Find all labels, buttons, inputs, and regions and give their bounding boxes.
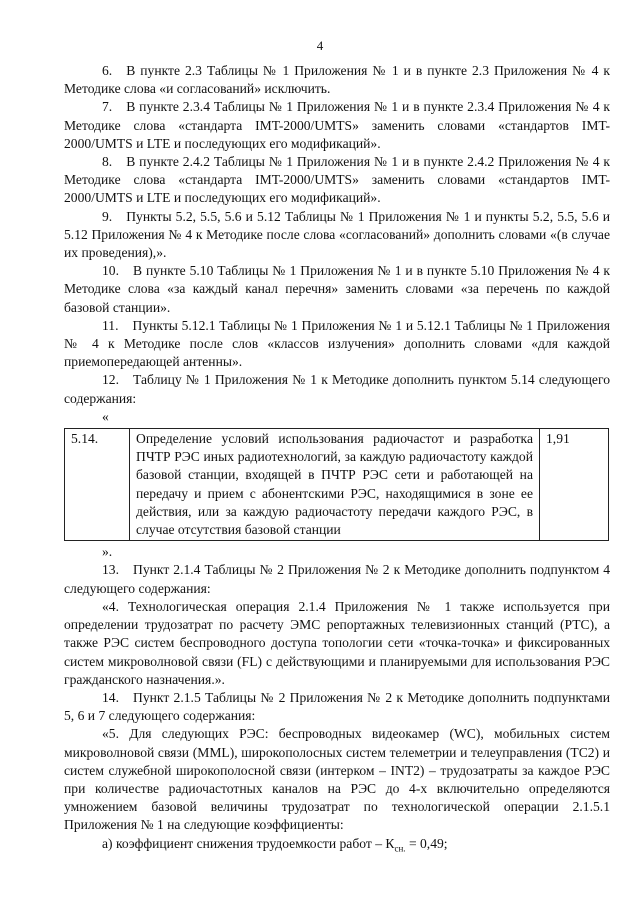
paragraph-6 bbox=[64, 62, 610, 98]
table-cell-value: 1,91 bbox=[540, 429, 609, 541]
paragraph-text: В пункте 5.10 Таблицы № 1 Приложения № 1 и в пункте 5.10 Приложения № 4 к Методике слова «за каждый канал перечня» заменить словами «за перечень по каждой базовой станции». bbox=[64, 263, 610, 315]
paragraph-text: Пункты 5.2, 5.5, 5.6 и 5.12 Таблицы № 1 Приложения № 1 и пункты 5.2, 5.5, 5.6 и 5.12 Приложения № 4 к Методике после слова «согласований» дополнить словами «(в случае их проведения),». bbox=[64, 208, 610, 261]
paragraph-number: 12. bbox=[102, 372, 119, 388]
coefficient-value: = 0,49; bbox=[405, 835, 448, 851]
open-quote: « bbox=[102, 408, 109, 424]
paragraph-number: 6. bbox=[102, 63, 113, 78]
paragraph-7 bbox=[64, 98, 610, 153]
paragraph-number: 10. bbox=[102, 263, 119, 279]
close-quote: ». bbox=[102, 544, 113, 560]
paragraph-number: 13. bbox=[102, 562, 119, 578]
paragraph-13-subitem bbox=[64, 598, 610, 689]
paragraph-number: 9. bbox=[102, 208, 113, 224]
paragraph-text: Пункт 2.1.5 Таблицы № 2 Приложения № 2 к Методике дополнить подпунктами 5, 6 и 7 следующего содержания: bbox=[64, 689, 610, 724]
paragraph-text: Таблицу № 1 Приложения № 1 к Методике дополнить пунктом 5.14 следующего содержания: bbox=[64, 372, 610, 406]
inserted-table bbox=[64, 428, 609, 541]
paragraph-10 bbox=[64, 262, 610, 317]
paragraph-text: «5. Для следующих РЭС: беспроводных видеокамер (WC), мобильных систем микроволновой связи (MML), широкополосных систем телеметрии и телеуправления (TC2) и систем служебной широкополосной связи (интерком – INT2) – трудозатраты за каждое РЭС при количестве радиочастотных каналов на РЭС до 4-х включительно определяются умножением базовой величины трудозатрат по технологической операции 2.1.5.1 Приложения № 1 на следующие коэффициенты: bbox=[64, 726, 610, 833]
paragraph-number: 7. bbox=[102, 99, 113, 115]
paragraph-text: «4. Технологическая операция 2.1.4 Приложения № 1 также используется при определении трудозатрат по расчету ЭМС репортажных телевизионных станций (РТС), а также РЭС систем беспроводного доступа топологии сети «точка-точка» и фиксированных систем микроволновой связи (FL) с действующими и планируемыми для использования РЭС гражданского назначения.». bbox=[64, 598, 610, 687]
table-cell-description: Определение условий использования радиочастот и разработка ПЧТР РЭС иных радиотехнологий, за каждую радиочастоту каждой базовой станции, входящей в ПЧТР РЭС сети и работающей на передачу и прием с абонентскими РЭС, находящимися в зоне ее действия, или за каждую радиочастоту передачи каждого РЭС, в случае отсутствия базовой станции bbox=[130, 429, 540, 541]
document-body bbox=[64, 62, 610, 857]
paragraph-14 bbox=[64, 689, 610, 725]
paragraph-13 bbox=[64, 561, 610, 597]
paragraph-11 bbox=[64, 317, 610, 372]
coefficient-subscript: сн. bbox=[394, 843, 406, 854]
table-row bbox=[65, 429, 609, 541]
coefficient-line bbox=[64, 835, 610, 858]
table-cell-number: 5.14. bbox=[65, 429, 130, 541]
paragraph-14-subitem bbox=[64, 725, 610, 834]
paragraph-text: В пункте 2.3 Таблицы № 1 Приложения № 1 и в пункте 2.3 Приложения № 4 к Методике слова «и согласований» исключить. bbox=[64, 63, 610, 97]
page-number: 4 bbox=[316, 38, 324, 53]
paragraph-text: Пункт 2.1.4 Таблицы № 2 Приложения № 2 к Методике дополнить подпунктом 4 следующего содержания: bbox=[64, 562, 610, 596]
paragraph-number: 11. bbox=[102, 317, 119, 333]
paragraph-8 bbox=[64, 153, 610, 208]
paragraph-text: В пункте 2.3.4 Таблицы № 1 Приложения № 1 и в пункте 2.3.4 Приложения № 4 к Методике слова «стандарта IMT-2000/UMTS» заменить словами «стандартов IMT-2000/UMTS и LTE и последующих его модификаций». bbox=[64, 99, 610, 151]
paragraph-text: В пункте 2.4.2 Таблицы № 1 Приложения № 1 и в пункте 2.4.2 Приложения № 4 к Методике слова «стандарта IMT-2000/UMTS» заменить словами «стандартов IMT-2000/UMTS и LTE и последующих его модификаций». bbox=[64, 154, 610, 206]
paragraph-12 bbox=[64, 371, 610, 407]
coefficient-prefix: а) коэффициент снижения трудоемкости работ – К bbox=[102, 835, 395, 851]
paragraph-9 bbox=[64, 208, 610, 263]
paragraph-text: Пункты 5.12.1 Таблицы № 1 Приложения № 1 и 5.12.1 Таблицы № 1 Приложения № 4 к Методике после слов «классов излучения» дополнить словами «для каждой приемопередающей антенны». bbox=[64, 317, 610, 370]
paragraph-number: 8. bbox=[102, 154, 113, 170]
paragraph-number: 14. bbox=[102, 689, 119, 705]
